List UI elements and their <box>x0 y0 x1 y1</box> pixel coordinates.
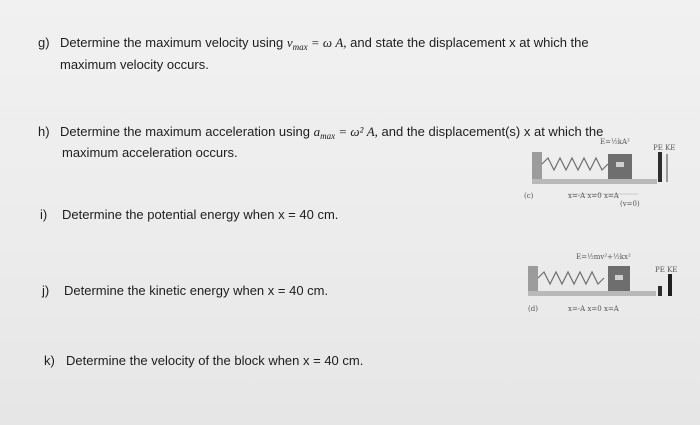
figure-d-label: (d) <box>528 305 538 313</box>
figure-c <box>518 132 690 217</box>
figure-d-spring <box>538 272 604 284</box>
question-j-label: j) <box>42 283 50 298</box>
figure-d-pe-bar <box>658 286 662 296</box>
figure-d-wall <box>528 266 538 294</box>
question-g-formula: = ω A, <box>307 35 347 50</box>
spring-block-diagram-d <box>518 248 690 323</box>
question-j <box>42 281 328 301</box>
figure-c-pe-bar <box>658 152 662 182</box>
question-h-formula-sub: max <box>320 131 336 141</box>
question-g-formula-sub: max <box>292 42 308 52</box>
question-h-formula: = ω² A, <box>335 124 378 139</box>
question-g-formula-var: v <box>286 35 293 50</box>
question-g-text: Determine the maximum velocity using <box>60 35 287 50</box>
figure-d <box>518 248 690 323</box>
question-g <box>38 33 589 57</box>
question-g-label: g) <box>38 35 50 50</box>
figure-c-wall <box>532 152 542 182</box>
question-h-label: h) <box>38 124 50 139</box>
question-i-label: i) <box>40 207 48 222</box>
figure-d-bar-labels: PE KE <box>655 266 678 274</box>
figure-c-spring <box>542 158 608 170</box>
question-k-label: k) <box>44 353 55 368</box>
figure-c-energy-formula: E=½kA² <box>600 138 630 146</box>
figure-c-bar-labels: PE KE <box>653 144 676 152</box>
question-h-line2: maximum acceleration occurs. <box>62 145 238 160</box>
question-h-formula-var: a <box>313 124 321 139</box>
question-h-text: Determine the maximum acceleration using <box>60 124 314 139</box>
figure-d-axis-labels: x=-A x=0 x=A <box>568 305 619 313</box>
figure-d-floor <box>528 291 656 296</box>
figure-d-ke-bar <box>668 274 672 296</box>
figure-c-ke-bar <box>666 154 668 182</box>
svg-text:(v=0): (v=0) <box>620 200 640 208</box>
question-i-text: Determine the potential energy when x = 40 cm. <box>62 207 339 222</box>
question-j-text: Determine the kinetic energy when x = 40 cm. <box>64 283 329 298</box>
question-i <box>40 205 338 225</box>
figure-c-floor <box>532 179 657 184</box>
figure-c-axis-labels: x=-A x=0 x=A <box>568 192 619 200</box>
question-g-line2: maximum velocity occurs. <box>60 57 209 72</box>
figure-c-label: (c) <box>524 192 534 200</box>
figure-d-energy-formula: E=½mv²+½kx² <box>576 253 631 261</box>
spring-block-diagram-c <box>518 132 690 217</box>
question-g-text-after: and state the displacement x at which the <box>346 35 589 50</box>
question-h-text-after: and the displacement(s) x at which the <box>377 124 604 139</box>
question-k-text: Determine the velocity of the block when x = 40 cm. <box>66 353 364 368</box>
question-k <box>44 351 363 371</box>
